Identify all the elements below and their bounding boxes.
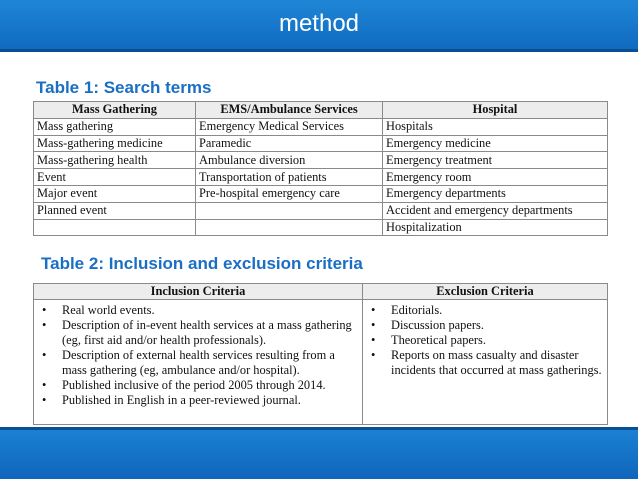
table-cell: Pre-hospital emergency care: [196, 185, 383, 202]
table-cell: Emergency medicine: [383, 135, 608, 152]
list-item: • Theoretical papers.: [369, 333, 603, 348]
inclusion-cell: [34, 300, 363, 425]
exclusion-list: [369, 303, 603, 378]
list-item: • Editorials.: [369, 303, 603, 318]
inclusion-list: [40, 303, 358, 408]
exclusion-cell: [363, 300, 608, 425]
criteria-table: [33, 283, 608, 425]
table-cell: Hospitals: [383, 118, 608, 135]
list-item: • Discussion papers.: [369, 318, 603, 333]
table2-heading: Table 2: Inclusion and exclusion criteria: [41, 254, 363, 273]
table-cell: Major event: [34, 185, 196, 202]
footer-banner: [0, 427, 638, 479]
table-cell: Emergency treatment: [383, 152, 608, 169]
column-header: Mass Gathering: [34, 102, 196, 119]
table-cell: [196, 219, 383, 236]
table-cell: Transportation of patients: [196, 169, 383, 186]
list-item: • Real world events.: [40, 303, 358, 318]
exclusion-header: Exclusion Criteria: [363, 284, 608, 300]
table-cell: Mass-gathering health: [34, 152, 196, 169]
banner-stripe: [0, 49, 638, 52]
list-item: • Published in English in a peer-reviewed journal.: [40, 393, 358, 408]
list-item: • Reports on mass casualty and disaster incidents that occurred at mass gatherings.: [369, 348, 603, 378]
list-item: • Description of in-event health services at a mass gathering (eg, first aid and/or health professionals).: [40, 318, 358, 348]
table-row: [34, 169, 608, 186]
slide-title: method: [278, 10, 360, 37]
title-banner: [0, 0, 638, 52]
footer-stripe: [0, 427, 638, 430]
list-item: • Published inclusive of the period 2005 through 2014.: [40, 378, 358, 393]
table-header-row: [34, 102, 608, 119]
column-header: Hospital: [383, 102, 608, 119]
table-cell: Paramedic: [196, 135, 383, 152]
table-cell: Hospitalization: [383, 219, 608, 236]
table-cell: Emergency Medical Services: [196, 118, 383, 135]
table-cell: Emergency departments: [383, 185, 608, 202]
table-cell: Planned event: [34, 202, 196, 219]
table-cell: Event: [34, 169, 196, 186]
column-header: EMS/Ambulance Services: [196, 102, 383, 119]
table1-heading: Table 1: Search terms: [36, 78, 212, 97]
table-row: [34, 219, 608, 236]
table-row: [34, 118, 608, 135]
table-row: [34, 300, 608, 425]
table-row: [34, 202, 608, 219]
table-cell: Accident and emergency departments: [383, 202, 608, 219]
table-cell: Emergency room: [383, 169, 608, 186]
table-row: [34, 135, 608, 152]
table-row: [34, 152, 608, 169]
table-row: [34, 185, 608, 202]
table-cell: Mass gathering: [34, 118, 196, 135]
inclusion-header: Inclusion Criteria: [34, 284, 363, 300]
table-cell: Mass-gathering medicine: [34, 135, 196, 152]
table-cell: [196, 202, 383, 219]
table-cell: [34, 219, 196, 236]
search-terms-table: [33, 101, 608, 236]
table-cell: Ambulance diversion: [196, 152, 383, 169]
table-header-row: [34, 284, 608, 300]
list-item: • Description of external health services resulting from a mass gathering (eg, ambulance and/or hospital).: [40, 348, 358, 378]
